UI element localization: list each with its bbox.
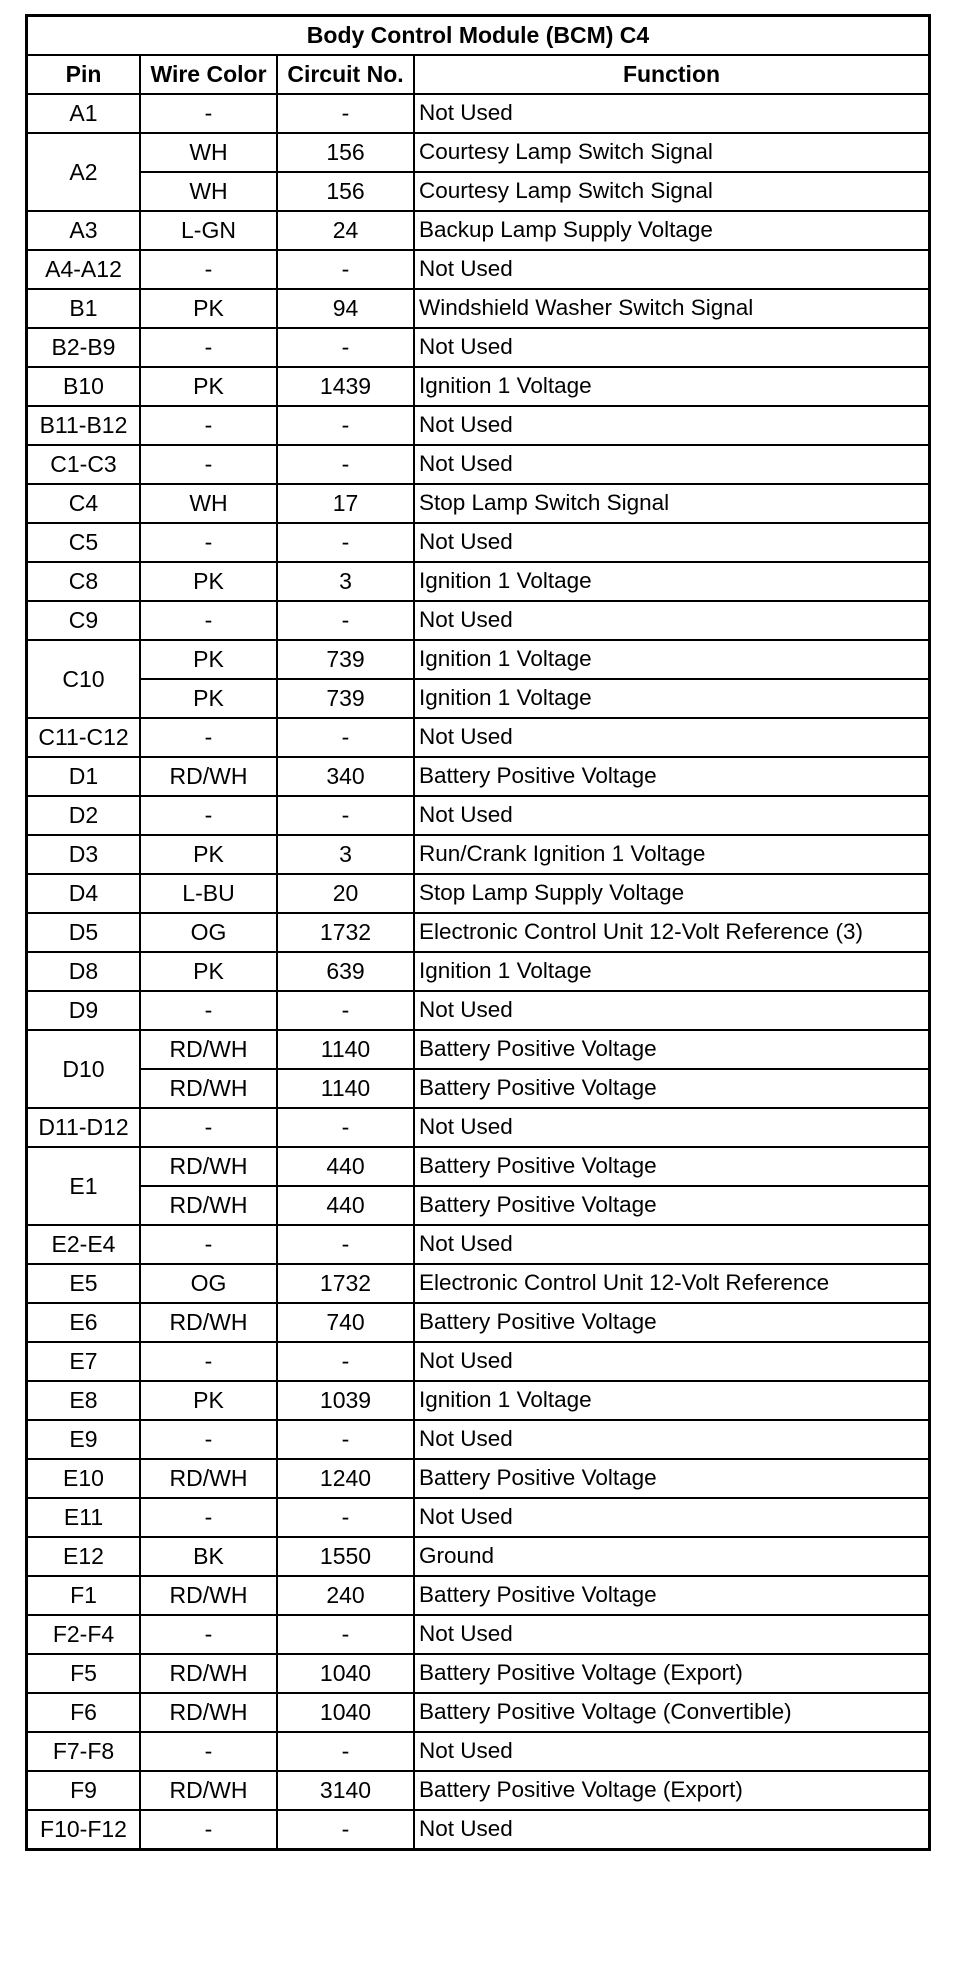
wire-color-cell: PK — [140, 1381, 277, 1420]
pin-cell: C4 — [28, 484, 140, 523]
wire-color-cell: - — [140, 250, 277, 289]
table-row — [28, 757, 928, 796]
circuit-no-cell: 17 — [277, 484, 414, 523]
pin-cell: F10-F12 — [28, 1810, 140, 1848]
wire-color-cell: - — [140, 1342, 277, 1381]
table-row — [28, 1459, 928, 1498]
pin-cell: A1 — [28, 94, 140, 133]
circuit-no-cell: 1040 — [277, 1693, 414, 1732]
pin-cell: E5 — [28, 1264, 140, 1303]
wire-color-cell: - — [140, 1108, 277, 1147]
function-cell: Battery Positive Voltage — [414, 1459, 928, 1498]
pin-cell: F2-F4 — [28, 1615, 140, 1654]
connector-pinout-table — [28, 17, 928, 1848]
function-cell: Not Used — [414, 250, 928, 289]
table-row — [28, 1498, 928, 1537]
table-row — [28, 94, 928, 133]
table-row — [28, 367, 928, 406]
pin-cell: F9 — [28, 1771, 140, 1810]
pin-cell: E7 — [28, 1342, 140, 1381]
pin-cell: D8 — [28, 952, 140, 991]
function-cell: Not Used — [414, 1108, 928, 1147]
circuit-no-cell: - — [277, 1732, 414, 1771]
circuit-no-cell: - — [277, 1342, 414, 1381]
table-row — [28, 718, 928, 757]
pin-cell: C10 — [28, 640, 140, 718]
wire-color-cell: RD/WH — [140, 1147, 277, 1186]
function-cell: Not Used — [414, 445, 928, 484]
function-cell: Not Used — [414, 1615, 928, 1654]
table-row — [28, 1693, 928, 1732]
table-row — [28, 679, 928, 718]
function-cell: Battery Positive Voltage — [414, 1030, 928, 1069]
wire-color-cell: OG — [140, 913, 277, 952]
pin-cell: C9 — [28, 601, 140, 640]
circuit-no-cell: - — [277, 601, 414, 640]
table-row — [28, 601, 928, 640]
table-title-row — [28, 17, 928, 55]
table-row — [28, 874, 928, 913]
header-function: Function — [414, 55, 928, 94]
circuit-no-cell: 1039 — [277, 1381, 414, 1420]
wire-color-cell: L-GN — [140, 211, 277, 250]
table-row — [28, 1654, 928, 1693]
table-row — [28, 1147, 928, 1186]
function-cell: Ignition 1 Voltage — [414, 1381, 928, 1420]
circuit-no-cell: 156 — [277, 172, 414, 211]
pin-cell: E10 — [28, 1459, 140, 1498]
pin-cell: E8 — [28, 1381, 140, 1420]
function-cell: Ignition 1 Voltage — [414, 952, 928, 991]
table-row — [28, 1303, 928, 1342]
circuit-no-cell: - — [277, 250, 414, 289]
pin-cell: D3 — [28, 835, 140, 874]
circuit-no-cell: - — [277, 796, 414, 835]
function-cell: Not Used — [414, 1342, 928, 1381]
circuit-no-cell: 94 — [277, 289, 414, 328]
circuit-no-cell: 340 — [277, 757, 414, 796]
wire-color-cell: PK — [140, 640, 277, 679]
circuit-no-cell: - — [277, 328, 414, 367]
pin-cell: D2 — [28, 796, 140, 835]
wire-color-cell: PK — [140, 367, 277, 406]
circuit-no-cell: 20 — [277, 874, 414, 913]
circuit-no-cell: - — [277, 1810, 414, 1848]
function-cell: Battery Positive Voltage — [414, 1576, 928, 1615]
pin-cell: D1 — [28, 757, 140, 796]
table-row — [28, 406, 928, 445]
circuit-no-cell: 156 — [277, 133, 414, 172]
function-cell: Not Used — [414, 1225, 928, 1264]
function-cell: Not Used — [414, 94, 928, 133]
circuit-no-cell: 440 — [277, 1147, 414, 1186]
wire-color-cell: RD/WH — [140, 1069, 277, 1108]
function-cell: Not Used — [414, 1732, 928, 1771]
pin-cell: F7-F8 — [28, 1732, 140, 1771]
circuit-no-cell: - — [277, 445, 414, 484]
function-cell: Battery Positive Voltage — [414, 1069, 928, 1108]
wire-color-cell: WH — [140, 172, 277, 211]
circuit-no-cell: 24 — [277, 211, 414, 250]
function-cell: Electronic Control Unit 12-Volt Reference (3) — [414, 913, 928, 952]
function-cell: Not Used — [414, 523, 928, 562]
pin-cell: B2-B9 — [28, 328, 140, 367]
circuit-no-cell: - — [277, 1420, 414, 1459]
function-cell: Ignition 1 Voltage — [414, 640, 928, 679]
table-row — [28, 1342, 928, 1381]
circuit-no-cell: 1550 — [277, 1537, 414, 1576]
circuit-no-cell: 1240 — [277, 1459, 414, 1498]
wire-color-cell: PK — [140, 835, 277, 874]
wire-color-cell: RD/WH — [140, 1576, 277, 1615]
table-row — [28, 289, 928, 328]
pin-cell: D9 — [28, 991, 140, 1030]
wire-color-cell: - — [140, 328, 277, 367]
function-cell: Stop Lamp Supply Voltage — [414, 874, 928, 913]
pin-cell: E9 — [28, 1420, 140, 1459]
circuit-no-cell: - — [277, 991, 414, 1030]
function-cell: Courtesy Lamp Switch Signal — [414, 172, 928, 211]
pin-cell: B10 — [28, 367, 140, 406]
function-cell: Not Used — [414, 1810, 928, 1848]
circuit-no-cell: 3 — [277, 562, 414, 601]
table-row — [28, 1771, 928, 1810]
table-row — [28, 991, 928, 1030]
pin-cell: C5 — [28, 523, 140, 562]
pin-cell: F6 — [28, 1693, 140, 1732]
table-row — [28, 1732, 928, 1771]
table-row — [28, 1576, 928, 1615]
table-row — [28, 1381, 928, 1420]
wire-color-cell: PK — [140, 952, 277, 991]
circuit-no-cell: - — [277, 718, 414, 757]
wire-color-cell: - — [140, 1498, 277, 1537]
wire-color-cell: L-BU — [140, 874, 277, 913]
circuit-no-cell: - — [277, 1615, 414, 1654]
circuit-no-cell: 1439 — [277, 367, 414, 406]
circuit-no-cell: 1732 — [277, 913, 414, 952]
wire-color-cell: RD/WH — [140, 1771, 277, 1810]
wire-color-cell: - — [140, 406, 277, 445]
circuit-no-cell: 739 — [277, 640, 414, 679]
pin-cell: A2 — [28, 133, 140, 211]
function-cell: Not Used — [414, 718, 928, 757]
wire-color-cell: - — [140, 991, 277, 1030]
table-row — [28, 211, 928, 250]
table-row — [28, 1264, 928, 1303]
function-cell: Not Used — [414, 1498, 928, 1537]
wire-color-cell: RD/WH — [140, 1654, 277, 1693]
pin-cell: A3 — [28, 211, 140, 250]
function-cell: Battery Positive Voltage (Convertible) — [414, 1693, 928, 1732]
wire-color-cell: PK — [140, 562, 277, 601]
pin-cell: E11 — [28, 1498, 140, 1537]
function-cell: Battery Positive Voltage (Export) — [414, 1654, 928, 1693]
circuit-no-cell: 639 — [277, 952, 414, 991]
table-row — [28, 952, 928, 991]
function-cell: Run/Crank Ignition 1 Voltage — [414, 835, 928, 874]
table-row — [28, 1186, 928, 1225]
wire-color-cell: RD/WH — [140, 1303, 277, 1342]
function-cell: Battery Positive Voltage — [414, 757, 928, 796]
circuit-no-cell: - — [277, 1108, 414, 1147]
function-cell: Backup Lamp Supply Voltage — [414, 211, 928, 250]
header-wire-color: Wire Color — [140, 55, 277, 94]
pin-cell: A4-A12 — [28, 250, 140, 289]
table-row — [28, 1537, 928, 1576]
circuit-no-cell: - — [277, 1498, 414, 1537]
table-row — [28, 133, 928, 172]
pin-cell: D5 — [28, 913, 140, 952]
function-cell: Courtesy Lamp Switch Signal — [414, 133, 928, 172]
wire-color-cell: WH — [140, 484, 277, 523]
wire-color-cell: - — [140, 445, 277, 484]
wire-color-cell: - — [140, 1225, 277, 1264]
function-cell: Battery Positive Voltage — [414, 1147, 928, 1186]
wire-color-cell: - — [140, 796, 277, 835]
function-cell: Not Used — [414, 991, 928, 1030]
circuit-no-cell: 740 — [277, 1303, 414, 1342]
wire-color-cell: PK — [140, 289, 277, 328]
table-row — [28, 1108, 928, 1147]
function-cell: Not Used — [414, 406, 928, 445]
pin-cell: C8 — [28, 562, 140, 601]
wire-color-cell: RD/WH — [140, 1459, 277, 1498]
function-cell: Ignition 1 Voltage — [414, 367, 928, 406]
circuit-no-cell: 739 — [277, 679, 414, 718]
wire-color-cell: WH — [140, 133, 277, 172]
table-row — [28, 328, 928, 367]
pin-cell: F1 — [28, 1576, 140, 1615]
wire-color-cell: RD/WH — [140, 1030, 277, 1069]
wire-color-cell: - — [140, 1615, 277, 1654]
table-row — [28, 562, 928, 601]
table-row — [28, 913, 928, 952]
circuit-no-cell: 1040 — [277, 1654, 414, 1693]
function-cell: Battery Positive Voltage (Export) — [414, 1771, 928, 1810]
function-cell: Stop Lamp Switch Signal — [414, 484, 928, 523]
circuit-no-cell: 3140 — [277, 1771, 414, 1810]
table-row — [28, 172, 928, 211]
circuit-no-cell: 1732 — [277, 1264, 414, 1303]
wire-color-cell: RD/WH — [140, 1186, 277, 1225]
table-row — [28, 1420, 928, 1459]
pin-cell: B1 — [28, 289, 140, 328]
circuit-no-cell: 1140 — [277, 1069, 414, 1108]
table-row — [28, 796, 928, 835]
table-title: Body Control Module (BCM) C4 — [28, 17, 928, 55]
circuit-no-cell: 1140 — [277, 1030, 414, 1069]
function-cell: Ignition 1 Voltage — [414, 679, 928, 718]
table-row — [28, 484, 928, 523]
pin-cell: D10 — [28, 1030, 140, 1108]
table-header-row — [28, 55, 928, 94]
circuit-no-cell: - — [277, 523, 414, 562]
pin-cell: B11-B12 — [28, 406, 140, 445]
function-cell: Ignition 1 Voltage — [414, 562, 928, 601]
circuit-no-cell: - — [277, 1225, 414, 1264]
function-cell: Electronic Control Unit 12-Volt Reference — [414, 1264, 928, 1303]
circuit-no-cell: - — [277, 406, 414, 445]
connector-table-frame — [25, 14, 931, 1851]
table-row — [28, 250, 928, 289]
wire-color-cell: BK — [140, 1537, 277, 1576]
table-row — [28, 835, 928, 874]
function-cell: Not Used — [414, 1420, 928, 1459]
wire-color-cell: - — [140, 1420, 277, 1459]
wire-color-cell: - — [140, 1732, 277, 1771]
function-cell: Not Used — [414, 796, 928, 835]
table-row — [28, 1615, 928, 1654]
wire-color-cell: - — [140, 1810, 277, 1848]
table-row — [28, 640, 928, 679]
function-cell: Battery Positive Voltage — [414, 1303, 928, 1342]
pin-rows — [28, 94, 928, 1848]
wire-color-cell: - — [140, 94, 277, 133]
circuit-no-cell: 3 — [277, 835, 414, 874]
pin-cell: F5 — [28, 1654, 140, 1693]
circuit-no-cell: 440 — [277, 1186, 414, 1225]
pin-cell: C1-C3 — [28, 445, 140, 484]
wire-color-cell: RD/WH — [140, 1693, 277, 1732]
pin-cell: E2-E4 — [28, 1225, 140, 1264]
wire-color-cell: - — [140, 523, 277, 562]
table-row — [28, 523, 928, 562]
wire-color-cell: - — [140, 601, 277, 640]
circuit-no-cell: - — [277, 94, 414, 133]
pin-cell: E1 — [28, 1147, 140, 1225]
pin-cell: E12 — [28, 1537, 140, 1576]
table-row — [28, 1030, 928, 1069]
wire-color-cell: - — [140, 718, 277, 757]
table-row — [28, 1069, 928, 1108]
table-row — [28, 1225, 928, 1264]
pin-cell: D11-D12 — [28, 1108, 140, 1147]
pin-cell: E6 — [28, 1303, 140, 1342]
function-cell: Not Used — [414, 601, 928, 640]
pin-cell: C11-C12 — [28, 718, 140, 757]
circuit-no-cell: 240 — [277, 1576, 414, 1615]
table-row — [28, 1810, 928, 1848]
wire-color-cell: PK — [140, 679, 277, 718]
table-row — [28, 445, 928, 484]
function-cell: Not Used — [414, 328, 928, 367]
pin-cell: D4 — [28, 874, 140, 913]
header-pin: Pin — [28, 55, 140, 94]
function-cell: Ground — [414, 1537, 928, 1576]
header-circuit-no: Circuit No. — [277, 55, 414, 94]
function-cell: Battery Positive Voltage — [414, 1186, 928, 1225]
wire-color-cell: OG — [140, 1264, 277, 1303]
function-cell: Windshield Washer Switch Signal — [414, 289, 928, 328]
wire-color-cell: RD/WH — [140, 757, 277, 796]
